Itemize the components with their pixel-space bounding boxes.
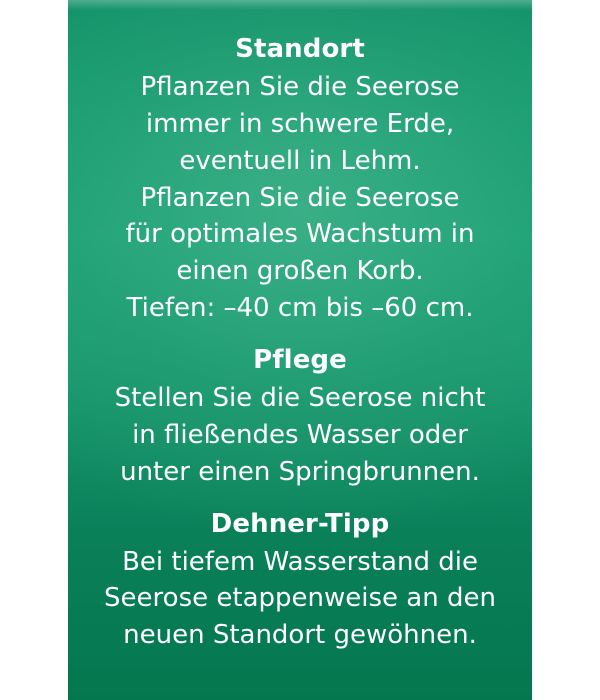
text-line: Pflanzen Sie die Seerose — [140, 182, 460, 213]
text-line: Seerose etappenweise an den — [104, 583, 496, 614]
section-body-pflege — [72, 380, 528, 491]
text-line: Pflanzen Sie die Seerose — [140, 71, 460, 102]
card-content — [68, 0, 532, 658]
text-line: Stellen Sie die Seerose nicht — [114, 383, 486, 413]
section-title-dehner-tipp: Dehner-Tipp — [210, 508, 390, 539]
section-body-dehner-tipp — [72, 544, 528, 655]
text-line: unter einen Springbrunnen. — [120, 456, 480, 487]
text-line: immer in schwere Erde, — [145, 108, 455, 139]
text-line: Tiefen: –40 cm bis –60 cm. — [126, 293, 474, 324]
section-title-pflege: Pflege — [253, 345, 347, 376]
section-dehner-tipp — [72, 507, 528, 655]
text-line: einen großen Korb. — [176, 256, 424, 287]
text-line: Bei tiefem Wasserstand die — [122, 546, 478, 577]
section-pflege — [72, 343, 528, 491]
text-line: in fließendes Wasser oder — [132, 419, 468, 450]
section-title-standort: Standort — [235, 34, 365, 64]
section-standort — [72, 32, 528, 327]
text-line: eventuell in Lehm. — [179, 145, 421, 176]
text-line: für optimales Wachstum in — [125, 219, 475, 250]
text-line: neuen Standort gewöhnen. — [123, 620, 477, 651]
section-body-standort — [72, 69, 528, 327]
